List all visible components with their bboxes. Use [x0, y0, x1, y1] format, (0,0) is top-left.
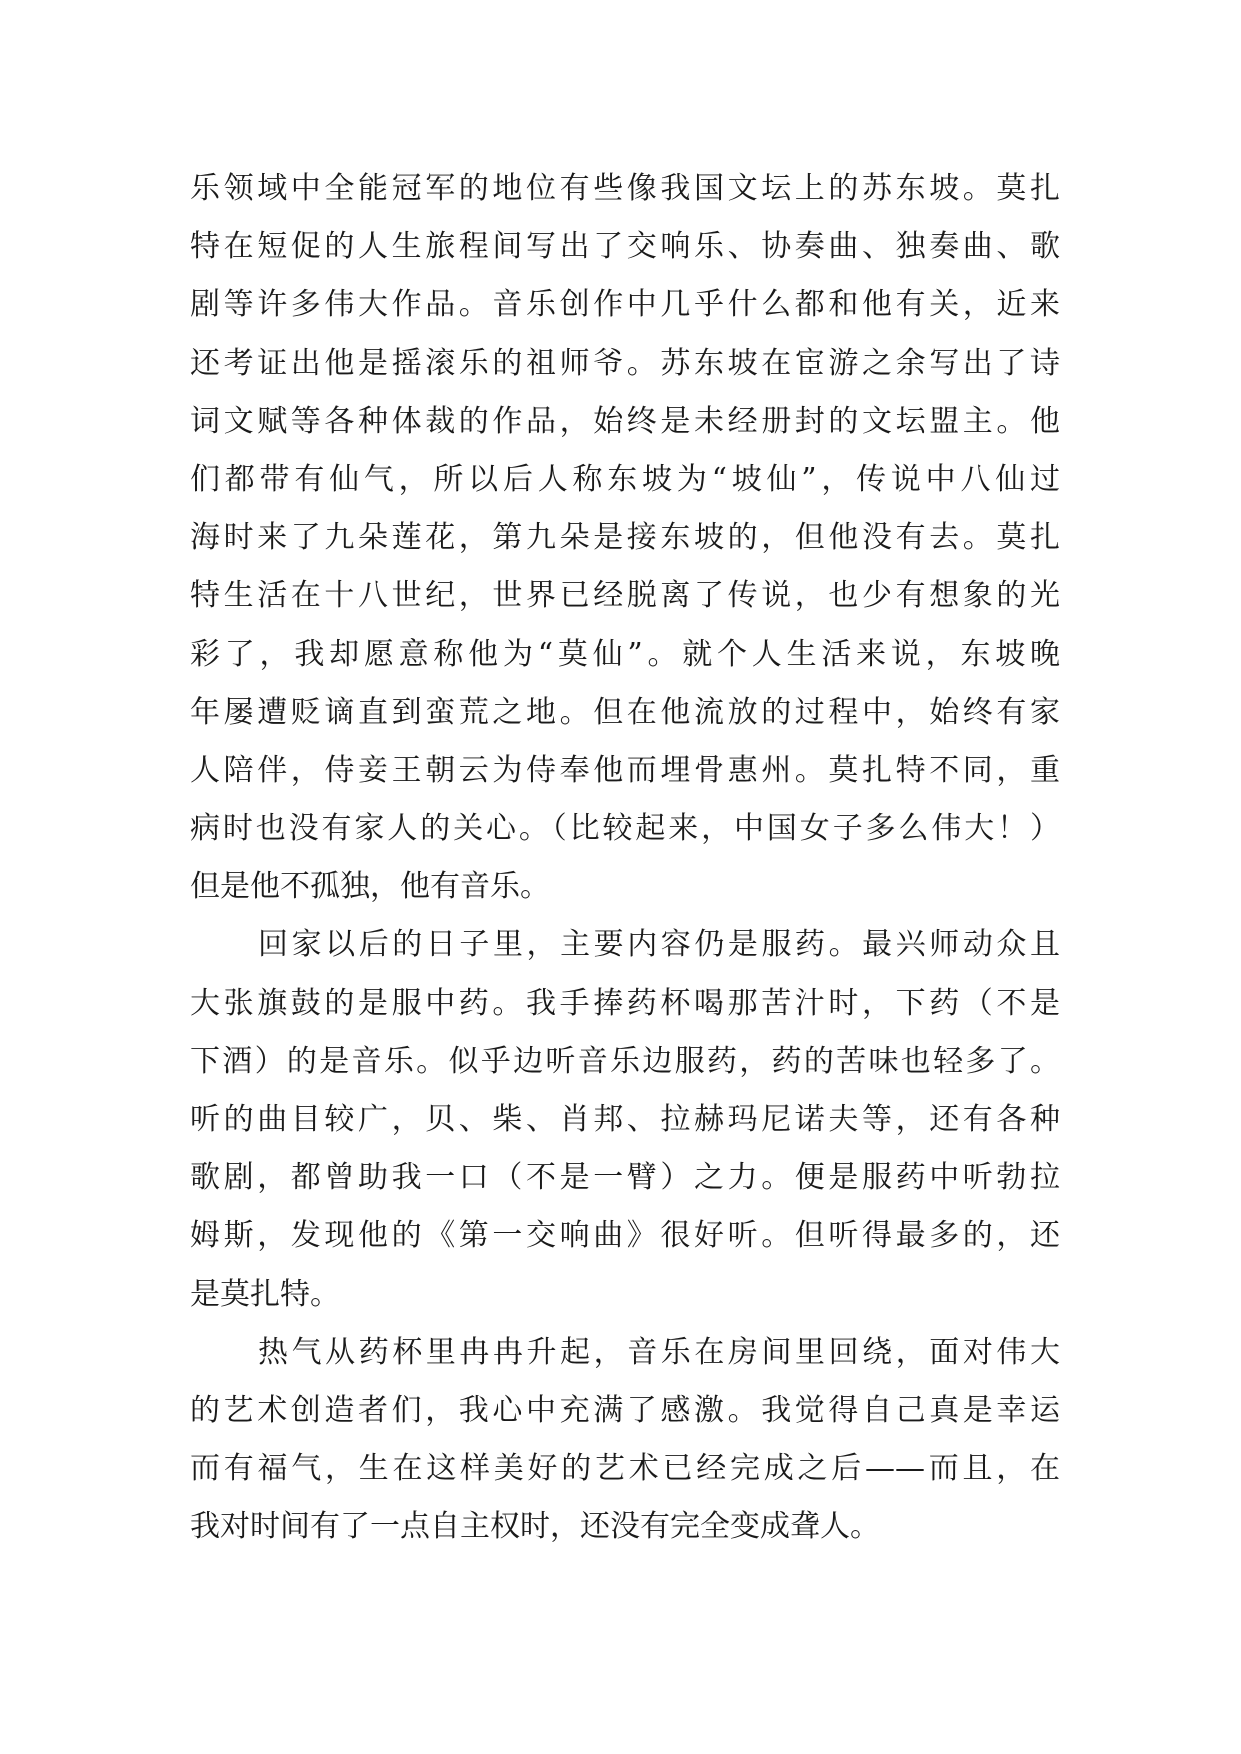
- text-line: 听的曲目较广，贝、柴、肖邦、拉赫玛尼诺夫等，还有各种: [190, 1102, 1060, 1137]
- text-line: 彩了，我却愿意称他为“莫仙”。就个人生活来说，东坡晚: [190, 636, 1060, 672]
- text-line: 是莫扎特。: [190, 1276, 340, 1312]
- text-line: 大张旗鼓的是服中药。我手捧药杯喝那苦汁时，下药（不是: [190, 985, 1060, 1021]
- text-line: 热气从药杯里冉冉升起，音乐在房间里回绕，面对伟大: [258, 1334, 1060, 1370]
- text-line: 下酒）的是音乐。似乎边听音乐边服药，药的苦味也轻多了。: [190, 1043, 1060, 1079]
- text-line: 词文赋等各种体裁的作品，始终是未经册封的文坛盟主。他: [190, 403, 1060, 439]
- text-line: 病时也没有家人的关心。（比较起来，中国女子多么伟大！）: [190, 811, 1060, 847]
- text-line: 年屡遭贬谪直到蛮荒之地。但在他流放的过程中，始终有家: [190, 694, 1060, 730]
- text-line: 们都带有仙气，所以后人称东坡为“坡仙”，传说中八仙过: [190, 461, 1060, 497]
- text-line: 的艺术创造者们，我心中充满了感激。我觉得自己真是幸运: [190, 1392, 1060, 1428]
- text-line: 剧等许多伟大作品。音乐创作中几乎什么都和他有关，近来: [190, 287, 1060, 323]
- text-line: 还考证出他是摇滚乐的祖师爷。苏东坡在宦游之余写出了诗: [190, 345, 1060, 381]
- text-line: 回家以后的日子里，主要内容仍是服药。最兴师动众且: [258, 927, 1060, 963]
- text-line: 特生活在十八世纪，世界已经脱离了传说，也少有想象的光: [190, 578, 1060, 614]
- paragraph-3: [190, 1324, 1060, 1557]
- document-body: [190, 160, 1060, 1557]
- text-line: 但是他不孤独，他有音乐。: [190, 869, 550, 905]
- text-line: 乐领域中全能冠军的地位有些像我国文坛上的苏东坡。莫扎: [190, 171, 1060, 206]
- text-line: 海时来了九朵莲花，第九朵是接东坡的，但他没有去。莫扎: [190, 520, 1060, 556]
- text-line: 而有福气，生在这样美好的艺术已经完成之后——而且，在: [190, 1451, 1060, 1487]
- text-line: 姆斯，发现他的《第一交响曲》很好听。但听得最多的，还: [190, 1218, 1060, 1254]
- text-line: 歌剧，都曾助我一口（不是一臂）之力。便是服药中听勃拉: [190, 1160, 1060, 1196]
- paragraph-2: [190, 916, 1060, 1323]
- paragraph-1: [190, 160, 1060, 916]
- text-line: 我对时间有了一点自主权时，还没有完全变成聋人。: [190, 1509, 880, 1545]
- text-line: 特在短促的人生旅程间写出了交响乐、协奏曲、独奏曲、歌: [190, 229, 1060, 265]
- text-line: 人陪伴，侍妾王朝云为侍奉他而埋骨惠州。莫扎特不同，重: [190, 752, 1060, 788]
